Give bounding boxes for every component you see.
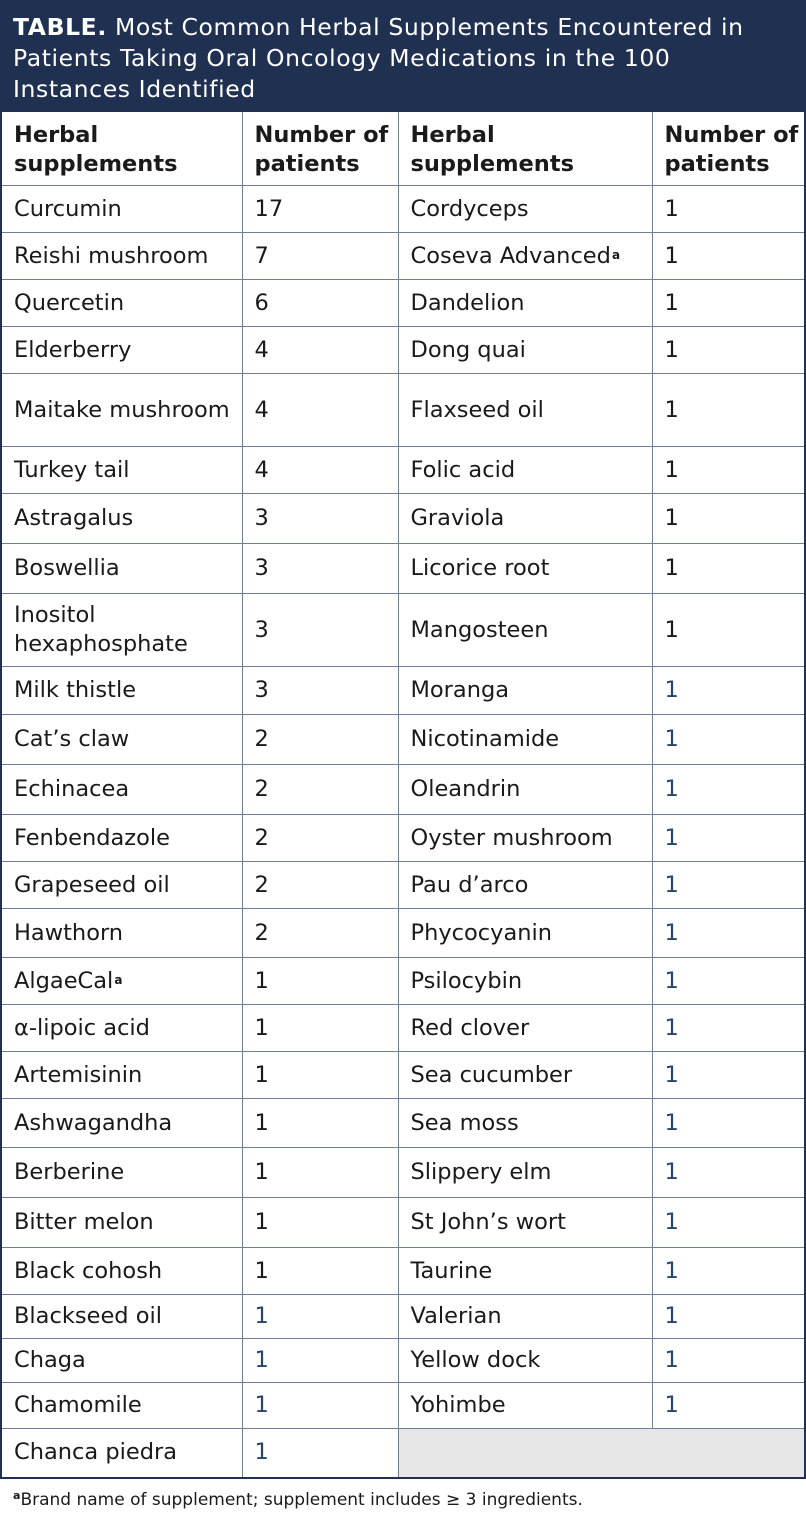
patient-count: 2 — [242, 862, 398, 909]
supplement-name: AlgaeCal — [14, 967, 114, 994]
table-row — [1, 1052, 805, 1099]
supplement-name-cell — [1, 958, 242, 1005]
patient-count: 1 — [652, 1383, 805, 1429]
supplement-name-cell — [1, 909, 242, 958]
caption-text: Most Common Herbal Supplements Encountered in Patients Taking Oral Oncology Medications in the 100 Instances Identified — [13, 13, 744, 103]
table-row — [1, 233, 805, 280]
table-row — [1, 958, 805, 1005]
supplement-name: Inositol hexaphosphate — [14, 602, 188, 657]
supplement-name: Berberine — [14, 1159, 125, 1185]
patient-count: 1 — [242, 1383, 398, 1429]
table-row — [1, 815, 805, 862]
patient-count: 1 — [652, 1339, 805, 1383]
supplement-name-cell — [398, 544, 652, 594]
table-footnote — [12, 1490, 583, 1510]
supplement-name: Sea cucumber — [410, 1061, 573, 1088]
patient-count: 3 — [242, 494, 398, 544]
patient-count: 1 — [242, 1429, 398, 1478]
patient-count: 1 — [652, 715, 805, 765]
supplement-name-cell — [1, 280, 242, 327]
table-row — [1, 594, 805, 667]
supplement-name: α-lipoic acid — [14, 1014, 150, 1041]
patient-count: 1 — [242, 1198, 398, 1248]
patient-count: 1 — [652, 1248, 805, 1295]
patient-count: 1 — [652, 1005, 805, 1052]
supplement-name-cell — [398, 1339, 652, 1383]
patient-count: 1 — [652, 1052, 805, 1099]
supplement-name: Sea moss — [410, 1109, 519, 1136]
supplement-name-cell — [1, 1339, 242, 1383]
table-row — [1, 1248, 805, 1295]
supplement-name: Licorice root — [410, 555, 550, 581]
patient-count: 1 — [652, 186, 805, 233]
supplement-name-cell — [1, 1148, 242, 1198]
table-row — [1, 1148, 805, 1198]
supplement-name-cell — [1, 494, 242, 544]
table-row — [1, 1198, 805, 1248]
supplement-name: Quercetin — [14, 289, 125, 316]
patient-count: 3 — [242, 594, 398, 667]
table-row — [1, 494, 805, 544]
supplement-name: Curcumin — [14, 195, 122, 222]
supplement-name-cell — [1, 1005, 242, 1052]
supplement-name: Moranga — [410, 677, 510, 703]
patient-count: 1 — [242, 1005, 398, 1052]
patient-count: 1 — [242, 1339, 398, 1383]
supplement-name: Slippery elm — [410, 1159, 552, 1185]
supplement-name: Grapeseed oil — [14, 871, 170, 898]
patient-count: 1 — [652, 1198, 805, 1248]
supplement-name: Black cohosh — [14, 1257, 163, 1284]
caption-lead: TABLE. — [13, 13, 107, 41]
patient-count: 1 — [652, 494, 805, 544]
patient-count: 1 — [652, 327, 805, 374]
table-row — [1, 862, 805, 909]
patient-count: 1 — [652, 1148, 805, 1198]
supplement-name-cell — [398, 815, 652, 862]
table-row — [1, 1339, 805, 1383]
patient-count: 1 — [652, 958, 805, 1005]
patient-count: 1 — [242, 1295, 398, 1339]
supplement-name-cell — [398, 494, 652, 544]
patient-count: 3 — [242, 544, 398, 594]
table-row — [1, 1383, 805, 1429]
patient-count: 1 — [242, 1248, 398, 1295]
supplement-name-cell — [1, 1295, 242, 1339]
table-row — [1, 1295, 805, 1339]
table-row — [1, 374, 805, 447]
supplement-name-cell — [398, 280, 652, 327]
supplement-name: Boswellia — [14, 555, 120, 581]
supplement-name-cell — [1, 594, 242, 667]
patient-count: 17 — [242, 186, 398, 233]
supplement-name-cell — [1, 1429, 242, 1478]
supplement-name: Cat’s claw — [14, 726, 130, 752]
patient-count: 1 — [242, 958, 398, 1005]
supplement-name: St John’s wort — [410, 1209, 566, 1235]
supplement-name: Chanca piedra — [14, 1439, 178, 1466]
supplement-name: Ashwagandha — [14, 1109, 173, 1136]
supplement-name-cell — [398, 1383, 652, 1429]
header-patients-right: Number of patients — [652, 112, 805, 186]
supplement-name-cell — [1, 233, 242, 280]
supplement-name: Chamomile — [14, 1392, 142, 1418]
supplement-name-cell — [398, 1295, 652, 1339]
footnote-mark: a — [13, 1489, 21, 1502]
patient-count: 1 — [242, 1099, 398, 1148]
patient-count: 1 — [652, 374, 805, 447]
table-row — [1, 327, 805, 374]
supplement-name-cell — [1, 327, 242, 374]
supplement-name-cell — [398, 958, 652, 1005]
patient-count: 2 — [242, 765, 398, 815]
supplement-name-cell — [398, 594, 652, 667]
supplement-name: Fenbendazole — [14, 824, 170, 851]
supplement-name-cell — [398, 374, 652, 447]
supplement-name: Oleandrin — [410, 776, 521, 802]
supplement-name-cell — [1, 815, 242, 862]
header-patients-left: Number of patients — [242, 112, 398, 186]
table-row — [1, 1099, 805, 1148]
supplement-name: Milk thistle — [14, 677, 137, 703]
supplement-name: Nicotinamide — [410, 726, 560, 752]
supplements-table — [0, 112, 806, 1479]
header-supplement-left: Herbal supplements — [1, 112, 242, 186]
supplement-name-cell — [1, 374, 242, 447]
supplement-name: Dandelion — [410, 289, 525, 316]
supplement-name: Phycocyanin — [410, 919, 553, 946]
supplement-name: Yohimbe — [410, 1392, 506, 1418]
supplement-name-cell — [398, 186, 652, 233]
supplement-name-cell — [398, 233, 652, 280]
supplement-name-cell — [1, 544, 242, 594]
supplement-name-cell — [1, 1099, 242, 1148]
supplement-name: Folic acid — [410, 456, 516, 483]
patient-count: 1 — [652, 1099, 805, 1148]
supplement-name-cell — [1, 186, 242, 233]
patient-count: 6 — [242, 280, 398, 327]
supplement-name-cell — [1, 862, 242, 909]
footnote-marker: a — [114, 972, 123, 987]
patient-count: 1 — [652, 815, 805, 862]
supplement-name-cell — [1, 1198, 242, 1248]
supplement-name-cell — [1, 1248, 242, 1295]
supplement-name-cell — [398, 909, 652, 958]
supplement-name: Pau d’arco — [410, 871, 529, 898]
patient-count: 1 — [652, 544, 805, 594]
supplement-name-cell — [1, 1383, 242, 1429]
table-row — [1, 715, 805, 765]
patient-count: 1 — [652, 667, 805, 715]
footnote-marker: a — [611, 247, 621, 262]
supplement-name: Taurine — [410, 1257, 493, 1284]
patient-count: 1 — [652, 765, 805, 815]
supplement-name: Hawthorn — [14, 919, 124, 946]
table-row — [1, 667, 805, 715]
supplement-name-cell — [398, 1099, 652, 1148]
supplement-name-cell — [398, 862, 652, 909]
supplement-name: Valerian — [410, 1303, 502, 1329]
table-caption — [0, 0, 806, 112]
supplement-name: Blackseed oil — [14, 1303, 162, 1329]
patient-count: 1 — [652, 233, 805, 280]
supplement-name-cell — [1, 1052, 242, 1099]
header-row — [1, 112, 805, 186]
supplement-name: Yellow dock — [410, 1347, 541, 1373]
footnote-text: Brand name of supplement; supplement includes ≥ 3 ingredients. — [20, 1490, 583, 1510]
supplement-name-cell — [398, 1052, 652, 1099]
patient-count: 2 — [242, 909, 398, 958]
patient-count: 2 — [242, 815, 398, 862]
supplement-name-cell — [398, 1005, 652, 1052]
table-row — [1, 544, 805, 594]
supplement-name: Graviola — [410, 505, 505, 531]
supplement-name: Artemisinin — [14, 1061, 143, 1088]
table-row — [1, 1005, 805, 1052]
table-row — [1, 1429, 805, 1478]
patient-count: 3 — [242, 667, 398, 715]
supplement-name: Bitter melon — [14, 1209, 154, 1235]
table-row — [1, 280, 805, 327]
supplement-name: Turkey tail — [14, 456, 130, 483]
supplement-name: Coseva Advanced — [410, 242, 611, 269]
supplement-name: Elderberry — [14, 336, 132, 363]
supplement-name-cell — [1, 765, 242, 815]
header-supplement-right: Herbal supplements — [398, 112, 652, 186]
patient-count: 7 — [242, 233, 398, 280]
supplement-name: Dong quai — [410, 336, 526, 363]
patient-count: 1 — [652, 862, 805, 909]
patient-count: 1 — [242, 1148, 398, 1198]
patient-count: 4 — [242, 374, 398, 447]
supplement-name-cell — [398, 667, 652, 715]
patient-count: 1 — [652, 909, 805, 958]
supplement-name-cell — [398, 327, 652, 374]
patient-count: 1 — [652, 447, 805, 494]
supplement-name: Flaxseed oil — [410, 396, 544, 423]
table-row — [1, 447, 805, 494]
patient-count: 1 — [652, 280, 805, 327]
table-row — [1, 765, 805, 815]
supplement-name-cell — [1, 447, 242, 494]
supplement-name-cell — [398, 1248, 652, 1295]
supplement-name: Oyster mushroom — [410, 824, 613, 851]
supplement-name: Chaga — [14, 1347, 86, 1373]
supplement-name-cell — [398, 447, 652, 494]
supplement-name-cell — [398, 1198, 652, 1248]
supplement-name-cell — [1, 667, 242, 715]
table-row — [1, 909, 805, 958]
supplement-name: Maitake mushroom — [14, 396, 230, 423]
empty-cell — [398, 1429, 805, 1478]
patient-count: 1 — [652, 1295, 805, 1339]
supplement-name: Psilocybin — [410, 967, 523, 994]
patient-count: 1 — [652, 594, 805, 667]
supplement-name-cell — [398, 715, 652, 765]
supplement-name: Echinacea — [14, 776, 130, 802]
table-row — [1, 186, 805, 233]
patient-count: 4 — [242, 447, 398, 494]
patient-count: 1 — [242, 1052, 398, 1099]
supplement-name: Reishi mushroom — [14, 242, 209, 269]
supplement-name-cell — [398, 1148, 652, 1198]
supplement-name: Mangosteen — [410, 616, 549, 643]
supplement-name-cell — [398, 765, 652, 815]
patient-count: 2 — [242, 715, 398, 765]
supplement-name: Cordyceps — [410, 195, 529, 222]
supplement-name: Red clover — [410, 1014, 530, 1041]
supplement-name: Astragalus — [14, 505, 134, 531]
patient-count: 4 — [242, 327, 398, 374]
supplement-name-cell — [1, 715, 242, 765]
